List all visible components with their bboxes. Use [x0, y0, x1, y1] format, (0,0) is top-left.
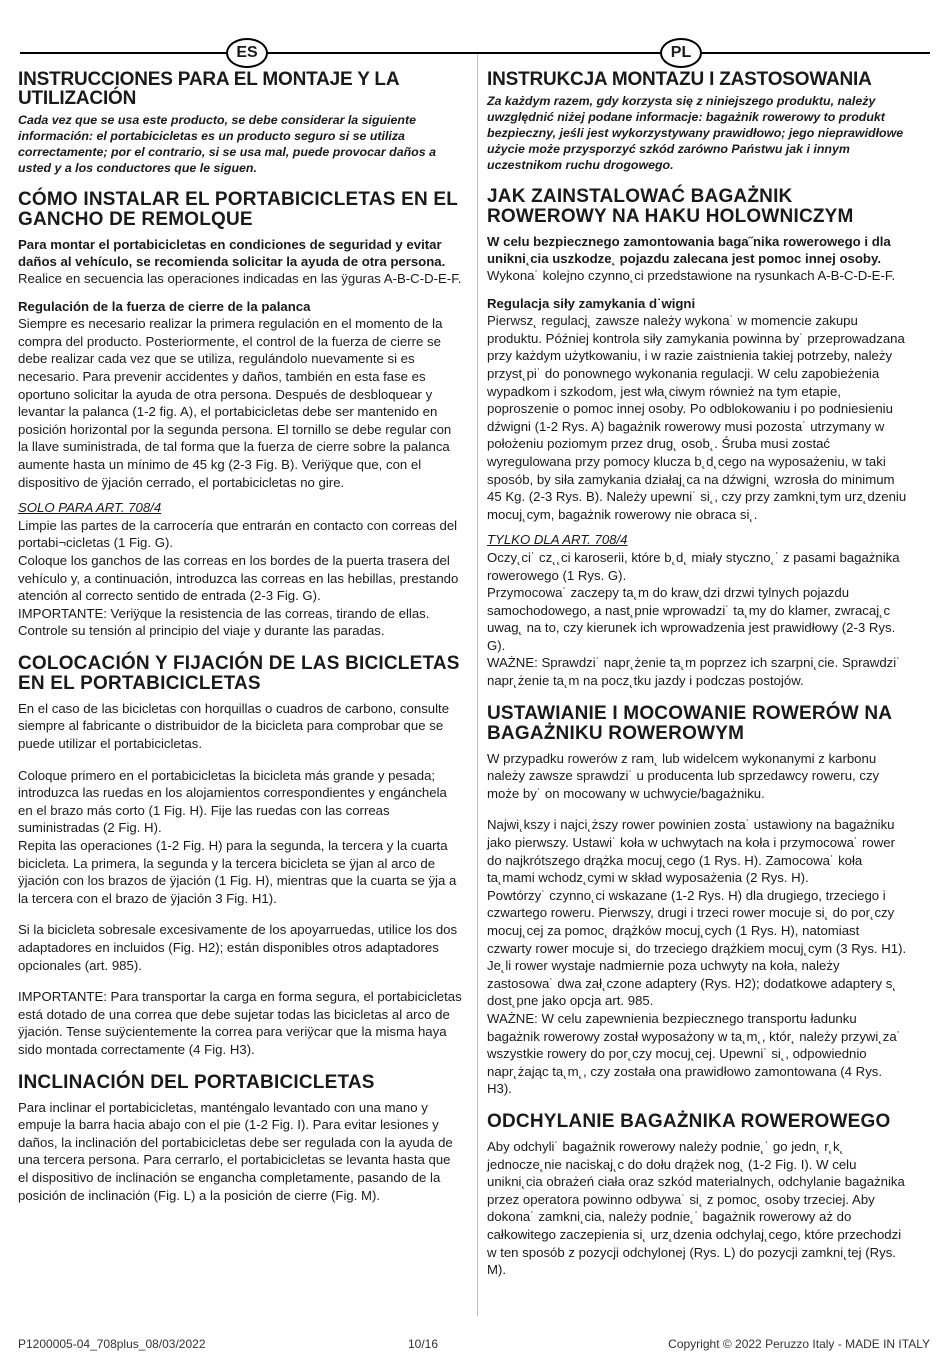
- footer-doc-code: P1200005-04_708plus_08/03/2022: [18, 1337, 206, 1351]
- pl-section-install-title: JAK ZAINSTALOWAĆ BAGAŻNIK ROWEROWY NA HAKU HOLOWNICZYM: [487, 186, 854, 227]
- column-divider: [477, 54, 478, 1316]
- pl-straps-clean: Oczy˛ci˙ cz˛˛ci karoserii, które b˛d˛ miały styczno˛˙ z pasami bagażnika rowerowego (1 Rys. G).: [487, 549, 900, 583]
- pl-art-note: TYLKO DLA ART. 708/4: [487, 532, 628, 548]
- pl-placement-first: Najwi˛kszy i najci˛ższy rower powinien zosta˙ ustawiony na bagażniku jako pierwszy. Ustawi˙ koła w uchwytach na koła i przymocowa˙ rower do najkrótszego drążka mocuj˛cego (1 Rys. H). Zamocowa˙ koła ta˛mami wchodz˛cymi w skład wyposażenia (2 Rys. H).: [487, 817, 895, 886]
- es-install-steps: Realice en secuencia las operaciones indicadas en las ÿguras A-B-C-D-E-F.: [18, 271, 462, 286]
- es-placement-first: Coloque primero en el portabicicletas la bicicleta más grande y pesada; introduzca las ruedas en los alojamientos correspondientes y engánchela en el brazo más corto (1 Fig. H). Fije las ruedas con las correas suministradas (2 Fig. H).: [18, 767, 447, 836]
- pl-placement-repeat: Powtórzy˙ czynno˛ci wskazane (1-2 Rys. H) dla drugiego, trzeciego i czwartego roweru. Pierwszy, drugi i trzeci rower mocuje si˛ do por˛czy mocuj˛cej za pomoc˛ drążków mocuj˛cych (1 Rys. H), natomiast czwarty rower mocuje si˛ do trzeciego drążkiem mocuj˛cym (3 Rys. H1).: [487, 887, 907, 956]
- pl-section-placement-title: USTAWIANIE I MOCOWANIE ROWERÓW NA BAGAŻNIKU ROWEROWYM: [487, 702, 892, 744]
- es-placement-repeat: Repita las operaciones (1-2 Fig. H) para la segunda, la tercera y la cuarta bicicleta. La primera, la segunda y la tercera bicicleta se ÿjan al arco de ÿjación con los brazos de ÿjación (1 Fig. H), mientras que la cuarta se ÿja a la tercera con el brazo de ÿjación 3 Fig. H1).: [18, 838, 457, 906]
- es-straps-important: IMPORTANTE: Veriÿque la resistencia de las correas, tirando de ellas. Controle su tensión al principio del viaje y durante las paradas.: [18, 605, 430, 639]
- pl-placement-important: WAŻNE: W celu zapewnienia bezpiecznego transportu ładunku bagażnik rowerowy został wyposażony w ta˛m˛, któr˛ należy przywi˛za˙ wszystkie rowery do por˛czy mocuj˛cej. Upewni˙ si˛, odpowiednio napr˛żając ta˛m˛, czy została ona prawidłowo zamontowana (4 Rys. H3).: [487, 1010, 902, 1097]
- pl-placement-adapters: Je˛li rower wystaje nadmiernie poza uchwyty na koła, należy zastosowa˙ dwa zał˛czone adaptery (Rys. H2); dodatkowe adaptery s˛ dost˛pne jako opcja art. 985.: [487, 958, 897, 1009]
- es-section-tilt-title: INCLINACIÓN DEL PORTABICICLETAS: [18, 1071, 375, 1093]
- es-tilt-text: Para inclinar el portabicicletas, manténgalo levantado con una mano y empuje la barra hacia abajo con el pie (1-2 Fig. I). Para evitar lesiones y daños, la inclinación del portabicicletas debe ser regulada con la ayuda de una tercera persona. Para cerrarlo, el portabicicletas se levanta hasta que el dispositivo de inclinación se engancha completamente, pasando de la posición de inclinación (Fig. L) a la posición de cierre (Fig. M).: [18, 1099, 453, 1203]
- es-art-note: SOLO PARA ART. 708/4: [18, 500, 162, 516]
- es-straps-hooks: Coloque los ganchos de las correas en los bordes de la puerta trasera del vehículo y, a continuación, introduzca las correas en las hebillas, prestando atención al correcto sentido de entrada (2-3 Fig. G).: [18, 552, 459, 604]
- pl-install-steps: Wykona˙ kolejno czynno˛ci przedstawione na rysunkach A-B-C-D-E-F.: [487, 268, 896, 283]
- es-title: INSTRUCCIONES PARA EL MONTAJE Y LA UTILIZACIÓN: [18, 69, 399, 109]
- es-placement-adapters: Si la bicicleta sobresale excesivamente de los apoyarruedas, utilice los dos adaptadores en incluidos (Fig. H2); están disponibles otros adaptadores opcionales (art. 985).: [18, 922, 458, 973]
- pl-section-tilt-title: ODCHYLANIE BAGAŻNIKA ROWEROWEGO: [487, 1110, 891, 1132]
- lang-badge-pl: PL: [660, 38, 702, 68]
- es-install-lead: Para montar el portabicicletas en condiciones de seguridad y evitar daños al vehículo, se recomienda solicitar la ayuda de otra persona.: [18, 237, 446, 269]
- pl-lever-subtitle: Regulacja siły zamykania d˙wigni: [487, 295, 696, 311]
- footer-page-number: 10/16: [408, 1337, 439, 1351]
- pl-intro: Za każdym razem, gdy korzysta się z niniejszego produktu, należy uwzględnić niżej podane informacje: bagażnik rowerowy to produkt bezpieczny, jeśli jest wykorzystywany prawidłowo; jego nieprawidłowe użycie może przysporzyć szkód zarówno Państwu jak i innym uczestnikom ruchu drogowego.: [487, 94, 904, 172]
- polish-column: [487, 70, 907, 1279]
- pl-install-lead: W celu bezpiecznego zamontowania baga˝nika rowerowego i dla unikni˛cia uszkodze˛ pojazdu zalecana jest pomoc innej osoby.: [487, 234, 891, 266]
- lang-badge-es: ES: [226, 38, 268, 68]
- es-placement-carbon: En el caso de las bicicletas con horquillas o cuadros de carbono, consulte siempre al fabricante o distribuidor de la bicicleta para comprobar que se puede utilizar el portabicicletas.: [18, 700, 450, 752]
- header-rule: [20, 52, 930, 54]
- es-lever-subtitle: Regulación de la fuerza de cierre de la palanca: [18, 298, 311, 314]
- pl-tilt-text: Aby odchyli˙ bagażnik rowerowy należy podnie˛˙ go jedn˛ r˛k˛ jednocze˛nie naciskaj˛c do dołu drążek nog˛ (1-2 Fig. I). W celu unikni˛cia obrażeń ciała oraz szkód materialnych, odchylanie bagażnika przez operatora powinno odbywa˙ si˛ z pomoc˛ osoby trzeciej. Aby dokona˙ zamkni˛cia, należy podnie˛˙ bagażnik rowerowy aż do całkowitego zaczepienia si˛ urz˛dzenia odchylaj˛cego, które przechodzi w ten sposób z pozycji odchylonej (Rys. L) do pozycji zamkni˛tej (Rys. M).: [487, 1138, 905, 1278]
- es-straps-clean: Limpie las partes de la carrocería que entrarán en contacto con correas del portabi¬cicletas (1 Fig. G).: [18, 517, 458, 551]
- pl-straps-hooks: Przymocowa˙ zaczepy ta˛m do kraw˛dzi drzwi tylnych pojazdu samochodowego, a nast˛pnie wprowadzi˙ ta˛my do klamer, zwracaj˛c uwag˛ na to, czy kierunek ich wprowadzenia jest prawidłowy (2-3 Rys. G).: [487, 585, 896, 653]
- pl-lever-text: Pierwsz˛ regulacj˛ zawsze należy wykona˙ w momencie zakupu produktu. Później kontrola siły zamykania powinna by˙ przeprowadzana przy każdym użytkowaniu, i w razie zaistnienia takiej potrzeby, należy przyst˛pi˙ do ponownego wykonania regulacji. W celu zapobieżenia wypadkom i szkodom, jest wła˛ciwym również na tym etapie, poproszenie o pomoc innej osoby. Po odblokowaniu i po podniesieniu dźwigni (1-2 Rys. A) bagażnik rowerowy musi pozosta˙ utrzymany w położeniu poziomym przez drug˛ osob˛. Śruba musi zostać wyregulowana przy pomocy klucza b˛d˛cego na wyposażeniu, w taki sposób, by siła zamykania działaj˛ca na dźwigni˛ wzrosła do minimum 45 Kg. (2-3 Rys. B). Należy upewni˙ si˛, czy przy zamkni˛tym urz˛dzeniu mocuj˛cym, bagażnik rowerowy nie obraca si˛.: [487, 313, 907, 522]
- es-intro: Cada vez que se usa este producto, se debe considerar la siguiente información: el portabicicletas es un producto seguro si se utiliza correctamente; por el contrario, si se usa mal, puede provocar daños a usted y a los conductores que le siguen.: [18, 113, 436, 175]
- pl-placement-carbon: W przypadku rowerów z ram˛ lub widelcem wykonanymi z karbonu należy zawsze sprawdzi˙ u producenta lub sprzedawcy roweru, czy może by˙ on mocowany w uchwycie/bagażniku.: [487, 750, 880, 801]
- spanish-column: [18, 70, 464, 1204]
- es-section-placement-title: COLOCACIÓN Y FIJACIÓN DE LAS BICICLETAS EN EL PORTABICICLETAS: [18, 652, 460, 694]
- pl-title: INSTRUKCJA MONTAZU I ZASTOSOWANIA: [487, 69, 872, 90]
- es-placement-important: IMPORTANTE: Para transportar la carga en forma segura, el portabicicletas está dotado de una correa que debe sujetar todas las bicicletas al arco de ÿjación. Tense suÿcientemente la correa para veriÿcar que la misma haya sido montada correctamente (4 Fig. H3).: [18, 989, 462, 1057]
- footer-copyright: Copyright © 2022 Peruzzo Italy - MADE IN ITALY: [668, 1337, 930, 1351]
- es-lever-text: Siempre es necesario realizar la primera regulación en el momento de la compra del producto. Posteriormente, el control de la fuerza de cierre se debe realizar cada vez que se utiliza, regulándolo nuevamente si es necesario. Para prevenir accidentes y daños, también en esta fase es oportuno solicitar la ayuda de otra persona. Después de desbloquear y levantar la palanca (1-2 fig. A), el portabicicletas debe ser mantenido en posición horizontal por la segunda persona. El tornillo se debe regular con la llave suministrada, de tal forma que la fuerza de cierre sobre la palanca aumente hasta un mínimo de 45 kg (2-3 Fig. B). Veriÿque que, con el dispositivo de ÿjación cerrado, el portabicicletas no gire.: [18, 316, 452, 490]
- es-section-install-title: CÓMO INSTALAR EL PORTABICICLETAS EN EL GANCHO DE REMOLQUE: [18, 189, 458, 230]
- pl-straps-important: WAŻNE: Sprawdzi˙ napr˛żenie ta˛m poprzez ich szarpni˛cie. Sprawdzi˙ napr˛żenie ta˛m na pocz˛tku jazdy i podczas postojów.: [487, 655, 901, 689]
